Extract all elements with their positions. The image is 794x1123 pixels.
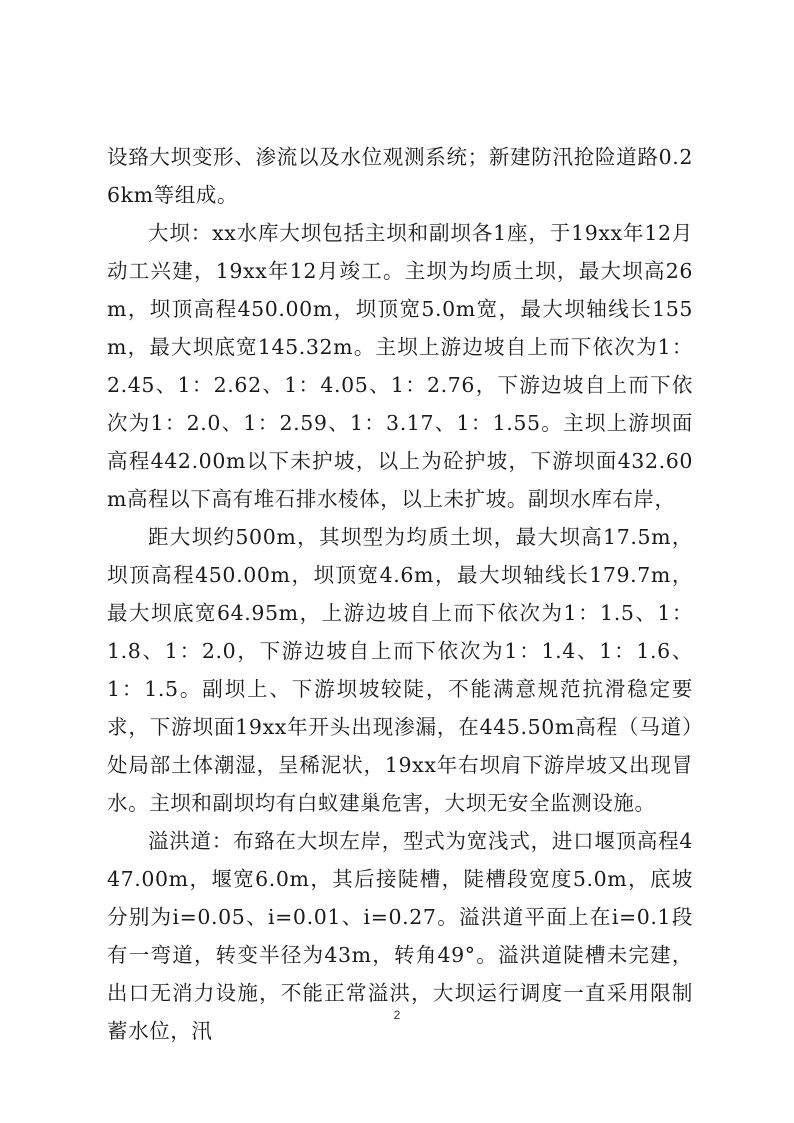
paragraph: 设臵大坝变形、渗流以及水位观测系统；新建防汛抢险道路0.26km等组成。 (107, 145, 693, 207)
paragraph: 大坝：xx水库大坝包括主坝和副坝各1座，于19xx年12月动工兴建，19xx年12月竣工。主坝为均质土坝，最大坝高26m，坝顶高程450.00m，坝顶宽5.0m宽，最大坝轴线长155m，最大坝底宽145.32m。主坝上游边坡自上而下依次为1：2.45、1：2.62、1：4.05、1：2.76，下游边坡自上而下依次为1：2.0、1：2.59、1：3.17、1：1.55。主坝上游坝面高程442.00m以下未护坡，以上为砼护坡，下游坝面432.60m高程以下高有堆石排水棱体，以上未扩坡。副坝水库右岸， (107, 221, 693, 511)
paragraph: 距大坝约500m，其坝型为均质土坝，最大坝高17.5m，坝顶高程450.00m，坝顶宽4.6m，最大坝轴线长179.7m，最大坝底宽64.95m，上游边坡自上而下依次为1：1.5、1：1.8、1：2.0，下游边坡自上而下依次为1：1.4、1：1.6、1：1.5。副坝上、下游坝坡较陡，不能满意规范抗滑稳定要求，下游坝面19xx年开头出现渗漏，在445.50m高程（马道）处局部土体潮湿，呈稀泥状，19xx年右坝肩下游岸坡又出现冒水。主坝和副坝均有白蚁建巢危害，大坝无安全监测设施。 (107, 525, 693, 815)
page-number: 2 (393, 1008, 401, 1022)
paragraph: 溢洪道：布臵在大坝左岸，型式为宽浅式，进口堰顶高程447.00m，堰宽6.0m，其后接陡槽，陡槽段宽度5.0m，底坡分别为i=0.05、i=0.01、i=0.27。溢洪道平面上在i=0.1段有一弯道，转变半径为43m，转角49°。溢洪道陡槽未完建，出口无消力设施，不能正常溢洪，大坝运行调度一直采用限制蓄水位，汛 (107, 829, 693, 1043)
document-body (107, 138, 693, 1050)
